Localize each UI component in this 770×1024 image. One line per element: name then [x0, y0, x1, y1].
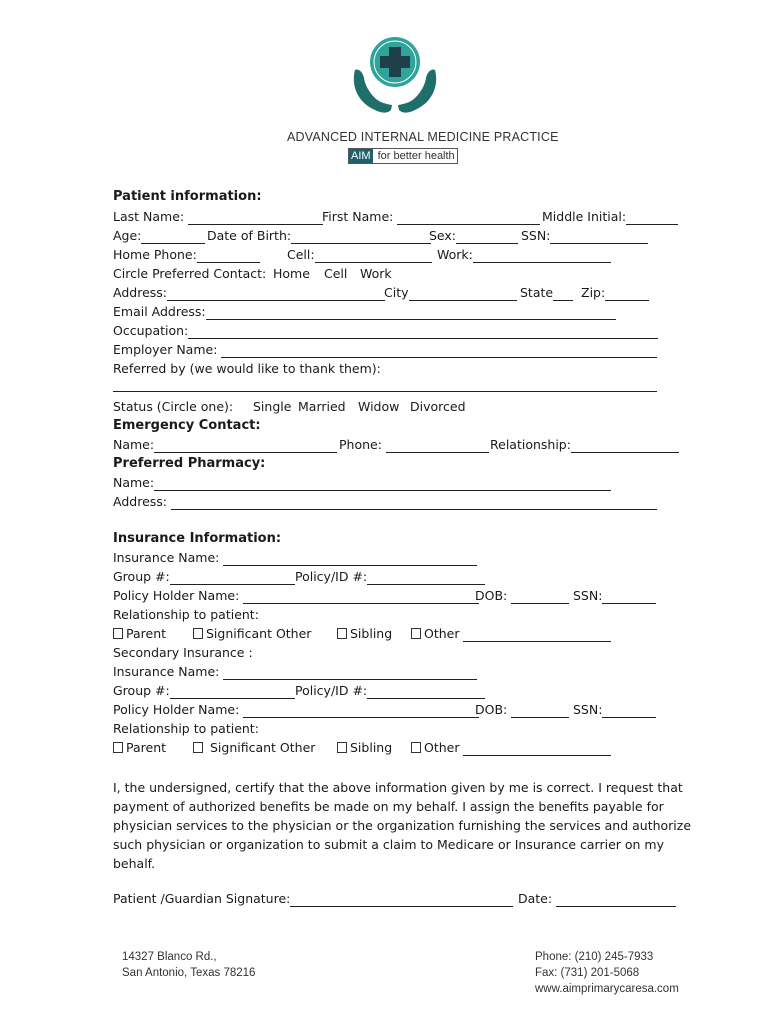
secondary-group-field[interactable]: Group #:	[113, 683, 295, 699]
checkbox-icon[interactable]	[411, 742, 421, 753]
checkbox-icon[interactable]	[337, 742, 347, 753]
emergency-relationship-field[interactable]: Relationship:	[490, 437, 679, 453]
status-option-married[interactable]: Married	[298, 399, 346, 414]
footer-website[interactable]: www.aimprimarycaresa.com	[535, 983, 679, 995]
pharmacy-name-field[interactable]: Name:	[113, 475, 611, 491]
footer-address-line2: San Antonio, Texas 78216	[122, 967, 256, 979]
holder-dob-field[interactable]: DOB:	[475, 588, 569, 604]
employer-field[interactable]: Employer Name:	[113, 342, 657, 358]
home-phone-field[interactable]: Home Phone:	[113, 247, 260, 263]
secondary-policy-holder-field[interactable]: Policy Holder Name:	[113, 702, 479, 718]
policy-field[interactable]: Policy/ID #:	[295, 569, 485, 585]
checkbox-significant-other[interactable]: Significant Other	[193, 626, 311, 642]
footer-phone: Phone: (210) 245-7933	[535, 951, 654, 963]
footer-contact	[535, 949, 679, 997]
secondary-checkbox-significant-other[interactable]: Significant Other	[193, 740, 315, 756]
checkbox-other[interactable]: Other	[411, 626, 611, 642]
ssn-field[interactable]: SSN:	[521, 228, 648, 244]
preferred-contact-label: Circle Preferred Contact:	[113, 266, 267, 281]
checkbox-icon[interactable]	[113, 628, 123, 639]
certification-line: payment of authorized benefits be made on my behalf. I assign the benefits payable for	[113, 799, 664, 814]
checkbox-icon[interactable]	[113, 742, 123, 753]
policy-holder-field[interactable]: Policy Holder Name:	[113, 588, 479, 604]
status-option-divorced[interactable]: Divorced	[410, 399, 466, 414]
age-field[interactable]: Age:	[113, 228, 205, 244]
tagline-text: for better health	[377, 150, 455, 162]
email-field[interactable]: Email Address:	[113, 304, 616, 320]
secondary-relationship-label: Relationship to patient:	[113, 721, 259, 736]
secondary-checkbox-sibling[interactable]: Sibling	[337, 740, 392, 756]
signature-field[interactable]: Patient /Guardian Signature:	[113, 891, 513, 907]
contact-option-home[interactable]: Home	[273, 266, 310, 281]
status-option-single[interactable]: Single	[253, 399, 292, 414]
footer-fax: Fax: (731) 201-5068	[535, 967, 640, 979]
checkbox-icon[interactable]	[411, 628, 421, 639]
footer-address	[122, 949, 255, 981]
footer-address-line1: 14327 Blanco Rd.,	[122, 951, 217, 963]
secondary-checkbox-other[interactable]: Other	[411, 740, 611, 756]
certification-line: behalf.	[113, 856, 156, 871]
status-option-widow[interactable]: Widow	[358, 399, 400, 414]
certification-text	[113, 778, 691, 873]
aim-badge: AIM	[351, 150, 371, 162]
checkbox-sibling[interactable]: Sibling	[337, 626, 392, 642]
group-field[interactable]: Group #:	[113, 569, 295, 585]
practice-logo	[345, 30, 445, 125]
insurance-heading: Insurance Information:	[113, 531, 282, 546]
relationship-label: Relationship to patient:	[113, 607, 259, 622]
pharmacy-heading: Preferred Pharmacy:	[113, 456, 266, 471]
city-field[interactable]: City	[384, 285, 517, 301]
referred-label: Referred by (we would like to thank them):	[113, 361, 381, 376]
practice-name: ADVANCED INTERNAL MEDICINE PRACTICE	[287, 130, 559, 144]
checkbox-parent[interactable]: Parent	[113, 626, 166, 642]
checkbox-icon[interactable]	[337, 628, 347, 639]
date-field[interactable]: Date:	[518, 891, 676, 907]
pharmacy-address-field[interactable]: Address:	[113, 494, 657, 510]
status-label: Status (Circle one):	[113, 399, 234, 414]
secondary-holder-ssn-field[interactable]: SSN:	[573, 702, 656, 718]
cell-field[interactable]: Cell:	[287, 247, 432, 263]
secondary-policy-field[interactable]: Policy/ID #:	[295, 683, 485, 699]
occupation-field[interactable]: Occupation:	[113, 323, 658, 339]
state-field[interactable]: State	[520, 285, 573, 301]
secondary-insurance-name-field[interactable]: Insurance Name:	[113, 664, 477, 680]
zip-field[interactable]: Zip:	[581, 285, 649, 301]
address-field[interactable]: Address:	[113, 285, 385, 301]
checkbox-icon[interactable]	[193, 742, 203, 753]
secondary-insurance-label: Secondary Insurance :	[113, 645, 253, 660]
contact-option-cell[interactable]: Cell	[324, 266, 348, 281]
last-name-field[interactable]: Last Name:	[113, 209, 323, 225]
secondary-holder-dob-field[interactable]: DOB:	[475, 702, 569, 718]
checkbox-icon[interactable]	[193, 628, 203, 639]
certification-line: such physician or organization to submit a claim to Medicare or Insurance carrier on my	[113, 837, 664, 852]
emergency-heading: Emergency Contact:	[113, 418, 261, 433]
referred-line[interactable]	[113, 391, 657, 392]
dob-field[interactable]: Date of Birth:	[207, 228, 431, 244]
holder-ssn-field[interactable]: SSN:	[573, 588, 656, 604]
first-name-field[interactable]: First Name:	[322, 209, 540, 225]
sex-field[interactable]: Sex:	[429, 228, 518, 244]
contact-option-work[interactable]: Work	[360, 266, 392, 281]
certification-line: I, the undersigned, certify that the above information given by me is correct. I request that	[113, 780, 683, 795]
secondary-checkbox-parent[interactable]: Parent	[113, 740, 166, 756]
emergency-name-field[interactable]: Name:	[113, 437, 337, 453]
middle-initial-field[interactable]: Middle Initial:	[542, 209, 678, 225]
tagline	[348, 148, 458, 164]
insurance-name-field[interactable]: Insurance Name:	[113, 550, 477, 566]
work-field[interactable]: Work:	[437, 247, 611, 263]
emergency-phone-field[interactable]: Phone:	[339, 437, 489, 453]
patient-info-heading: Patient information:	[113, 189, 262, 204]
certification-line: physician services to the physician or the organization furnishing the services and authorize	[113, 818, 692, 833]
